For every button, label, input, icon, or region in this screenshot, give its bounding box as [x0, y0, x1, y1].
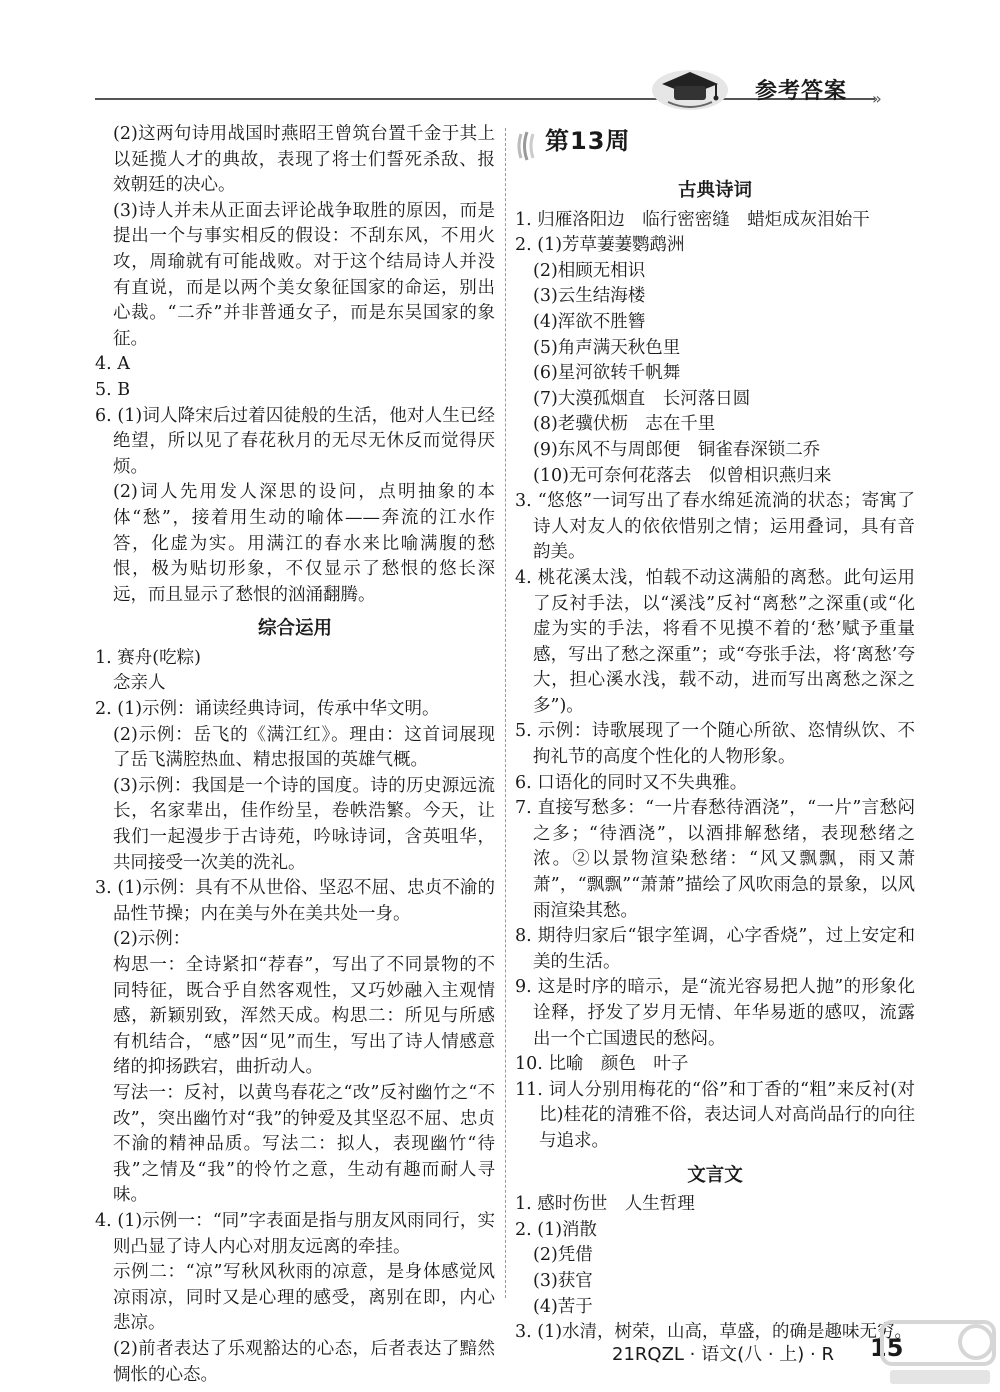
- answer-item: 4. 桃花溪太浅，怕载不动这满船的离愁。此句运用了反衬手法，以“溪浅”反衬“离愁”之深重(或“化虚为实的手法，将看不见摸不着的‘愁’赋予重量感，写出了愁之深重”；或“夸张手法，将‘离愁’夸大，担心溪水浅，载不动，进而写出离愁之深之多”)。: [515, 567, 915, 716]
- answer-item: (3)诗人并未从正面去评论战争取胜的原因，而是提出一个与事实相反的假设：不刮东风，不用火攻，周瑜就有可能战败。对于这个结局诗人并没有直说，而是以两个美女象征国家的命运，别出心裁。“二乔”并非普通女子，而是东吴国家的象征。: [113, 200, 495, 349]
- section-title-zonghe: 综合运用: [257, 618, 332, 640]
- section-title-gudian: 古典诗词: [677, 180, 752, 201]
- right-column: [515, 122, 915, 1346]
- answer-item: 8. 期待归家后“银字笙调，心字香烧”，过上安定和美的生活。: [515, 926, 915, 972]
- answer-item: 5. 示例：诗歌展现了一个随心所欲、恣情纵饮、不拘礼节的高度个性化的人物形象。: [515, 721, 915, 768]
- answer-item: (2)示例：: [113, 929, 191, 950]
- answer-item: 10. 比喻 颜色 叶子: [515, 1054, 689, 1075]
- answer-item: (8)老骥伏枥 志在千里: [533, 414, 716, 435]
- answer-item: 11. 词人分别用梅花的“俗”和丁香的“粗”来反衬(对比)桂花的清雅不俗，表达词人对高尚品行的向往与追求。: [515, 1079, 915, 1151]
- answer-item: (4)苦于: [533, 1296, 593, 1317]
- answer-item: (6)星河欲转千帆舞: [533, 363, 681, 384]
- answer-item: (4)浑欲不胜簪: [533, 311, 646, 332]
- week-heading: [515, 126, 915, 170]
- column-divider: [505, 128, 506, 1298]
- answer-item: 写法一：反衬，以黄鸟春花之“改”反衬幽竹之“不改”，突出幽竹对“我”的钟爱及其坚忍不屈、忠贞不渝的精神品质。写法二：拟人，表现幽竹“待我”之情及“我”的怜竹之意，生动有趣而耐人寻味。: [113, 1082, 495, 1206]
- section-title-wenyan: 文言文: [687, 1164, 743, 1186]
- answer-item: 4. (1)示例一：“同”字表面是指与朋友风雨同行，实则凸显了诗人内心对朋友远离的牵挂。: [95, 1210, 495, 1257]
- answer-item: (2)词人先用发人深思的设问，点明抽象的本体“愁”，接着用生动的喻体——奔流的江水作答，化虚为实。用满江的春水来比喻满腹的愁恨，极为贴切形象，不仅显示了愁恨的悠长深远，而且显示了愁恨的汹涌翻腾。: [113, 482, 495, 605]
- answer-item: (3)示例：我国是一个诗的国度。诗的历史源远流长，名家辈出，佳作纷呈，卷帙浩繁。今天，让我们一起漫步于古诗苑，吟咏诗词，含英咀华，共同接受一次美的洗礼。: [113, 775, 495, 873]
- answer-item: 构思一：全诗紧扣“荐春”，写出了不同景物的不同特征，既合乎自然客观性，又巧妙融入主观情感，新颖别致，浑然天成。构思二：所见与所感有机结合，“感”因“见”而生，写出了诗人情感意绪的抑扬跌宕，曲折动人。: [113, 955, 495, 1078]
- answer-item: 1. 归雁洛阳边 临行密密缝 蜡炬成灰泪始干: [515, 209, 870, 230]
- page-number: 15: [870, 1334, 904, 1362]
- header-title: 参考答案: [755, 79, 848, 104]
- answer-item: (3)获官: [533, 1270, 593, 1291]
- watermark-stamp-icon: [880, 1318, 998, 1390]
- week-title: 第13周: [545, 127, 631, 155]
- mortarboard-logo-icon: [650, 62, 730, 112]
- answer-item: 示例二：“凉”写秋风秋雨的凉意，是身体感觉风凉雨凉，同时又是心理的感受，离别在即，内心悲凉。: [113, 1262, 495, 1334]
- answer-item: 2. (1)示例：诵读经典诗词，传承中华文明。: [95, 699, 440, 720]
- answer-item: 1. 感时伤世 人生哲理: [515, 1194, 695, 1215]
- answer-item: (3)云生结海楼: [533, 286, 646, 307]
- answer-item: 3. (1)示例：具有不从世俗、坚忍不屈、忠贞不渝的品性节操；内在美与外在美共处一身。: [95, 878, 495, 924]
- answer-item: 1. 赛舟(吃粽): [95, 647, 201, 668]
- answer-item: 6. 口语化的同时又不失典雅。: [515, 772, 748, 793]
- answer-item: (2)相顾无相识: [533, 260, 646, 281]
- answer-item: (2)凭借: [533, 1245, 593, 1266]
- answer-item: 5. B: [95, 379, 131, 400]
- footer-book-code: 21RQZL · 语文(八 · 上) · R: [612, 1344, 834, 1365]
- answer-item: 4. A: [95, 354, 130, 375]
- left-column: [95, 122, 495, 1388]
- week-banner-decoration-icon: [515, 130, 545, 162]
- answer-item: (5)角声满天秋色里: [533, 337, 681, 358]
- answer-item: 9. 这是时序的暗示，是“流光容易把人抛”的形象化诠释，抒发了岁月无情、年华易逝的感叹，流露出一个亡国遗民的愁闷。: [515, 977, 915, 1049]
- answer-item: 7. 直接写愁多：“一片春愁待酒浇”，“一片”言愁闷之多；“待酒浇”，以酒排解愁绪，表现愁绪之浓。②以景物渲染愁绪：“风又飘飘，雨又萧萧”，“飘飘”“萧萧”描绘了风吹雨急的景象，以风雨渲染其愁。: [515, 798, 915, 921]
- answer-item: 2. (1)消散: [515, 1219, 598, 1240]
- answer-item: (7)大漠孤烟直 长河落日圆: [533, 388, 751, 409]
- answer-item: (9)东风不与周郎便 铜雀春深锁二乔: [533, 439, 821, 460]
- answer-item: 念亲人: [113, 673, 166, 694]
- answer-item: 3. “悠悠”一词写出了春水绵延流淌的状态；寄寓了诗人对友人的依依惜别之情；运用叠词，具有音韵美。: [515, 491, 915, 563]
- answer-item: 6. (1)词人降宋后过着囚徒般的生活，他对人生已经绝望，所以见了春花秋月的无尽无休反而觉得厌烦。: [95, 405, 495, 477]
- answer-item: (10)无可奈何花落去 似曾相识燕归来: [533, 465, 832, 486]
- header-arrow-icon: »: [872, 89, 882, 108]
- answer-item: 3. (1)水清，树荣，山高，草盛，的确是趣味无穷。: [515, 1322, 913, 1343]
- answer-item: 2. (1)芳草萋萋鹦鹉洲: [515, 235, 685, 256]
- answer-item: (2)这两句诗用战国时燕昭王曾筑台置千金于其上以延揽人才的典故，表现了将士们誓死杀敌、报效朝廷的决心。: [113, 124, 495, 196]
- answer-item: (2)示例：岳飞的《满江红》。理由：这首词展现了岳飞满腔热血、精忠报国的英雄气概。: [113, 724, 495, 771]
- answer-item: (2)前者表达了乐观豁达的心态，后者表达了黯然惆怅的心态。: [113, 1338, 495, 1385]
